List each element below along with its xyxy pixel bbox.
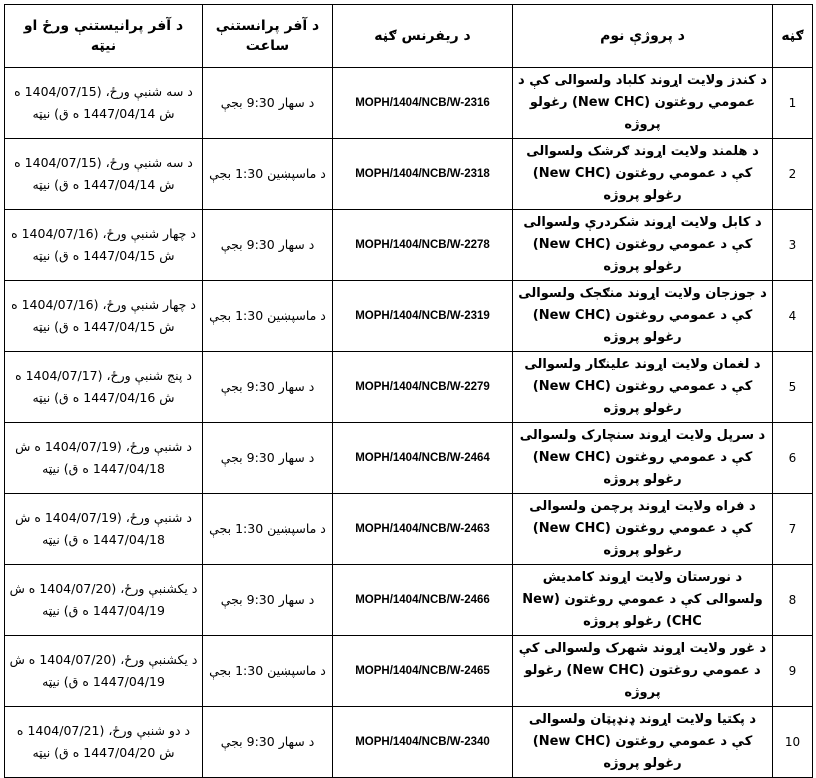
row-number: 8 [773, 565, 813, 636]
header-opening-time: د آفر پرانستنې ساعت [203, 5, 333, 68]
row-number: 10 [773, 707, 813, 778]
header-number: ګڼه [773, 5, 813, 68]
header-opening-date: د آفر پرانیستنې ورځ او نیټه [5, 5, 203, 68]
table-row [5, 565, 813, 636]
header-reference-number: د ریفرنس ګڼه [333, 5, 513, 68]
opening-date: د دو شنبې ورځ، (1404/07/21 ه ش 1447/04/20 ه ق) نیټه [5, 707, 203, 778]
opening-date: د شنبې ورځ، (1404/07/19 ه ش 1447/04/18 ه ق) نیټه [5, 423, 203, 494]
row-number: 2 [773, 139, 813, 210]
table-row [5, 281, 813, 352]
row-number: 3 [773, 210, 813, 281]
opening-date: د چهار شنبې ورځ، (1404/07/16 ه ش 1447/04/15 ه ق) نیټه [5, 281, 203, 352]
project-name: د نورستان ولایت اړوند کامدیش ولسوالی کې د عمومي روغتون (New CHC) رغولو پروژه [513, 565, 773, 636]
opening-time: د ماسپښین 1:30 بجې [203, 281, 333, 352]
opening-time: د سهار 9:30 بجې [203, 68, 333, 139]
opening-time: د سهار 9:30 بجې [203, 423, 333, 494]
reference-number: MOPH/1404/NCB/W-2340 [333, 707, 513, 778]
project-name: د پکتیا ولایت اړوند ډنډپټان ولسوالی کې د عمومي روغتون (New CHC) رغولو پروژه [513, 707, 773, 778]
row-number: 7 [773, 494, 813, 565]
reference-number: MOPH/1404/NCB/W-2463 [333, 494, 513, 565]
table-row [5, 636, 813, 707]
opening-date: د سه شنبې ورځ، (1404/07/15 ه ش 1447/04/14 ه ق) نیټه [5, 68, 203, 139]
project-name: د فراه ولایت اړوند پرچمن ولسوالی کې د عمومي روغتون (New CHC) رغولو پروژه [513, 494, 773, 565]
row-number: 1 [773, 68, 813, 139]
opening-date: د یکشنبې ورځ، (1404/07/20 ه ش 1447/04/19 ه ق) نیټه [5, 636, 203, 707]
opening-time: د ماسپښین 1:30 بجې [203, 636, 333, 707]
reference-number: MOPH/1404/NCB/W-2466 [333, 565, 513, 636]
project-name: د سرپل ولایت اړوند سنچارک ولسوالی کې د عمومي روغتون (New CHC) رغولو پروژه [513, 423, 773, 494]
table-row [5, 423, 813, 494]
row-number: 5 [773, 352, 813, 423]
project-name: د کابل ولایت اړوند شکردرې ولسوالی کې د عمومي روغتون (New CHC) رغولو پروژه [513, 210, 773, 281]
reference-number: MOPH/1404/NCB/W-2278 [333, 210, 513, 281]
table-row [5, 210, 813, 281]
project-name: د لغمان ولایت اړوند علینګار ولسوالی کې د عمومي روغتون (New CHC) رغولو پروژه [513, 352, 773, 423]
project-name: د جوزجان ولایت اړوند منګجک ولسوالی کې د عمومي روغتون (New CHC) رغولو پروژه [513, 281, 773, 352]
reference-number: MOPH/1404/NCB/W-2316 [333, 68, 513, 139]
opening-date: د پنج شنبې ورځ، (1404/07/17 ه ش 1447/04/16 ه ق) نیټه [5, 352, 203, 423]
header-row [5, 5, 813, 68]
row-number: 9 [773, 636, 813, 707]
project-name: د هلمند ولایت اړوند ګرشک ولسوالی کې د عمومي روغتون (New CHC) رغولو پروژه [513, 139, 773, 210]
opening-time: د سهار 9:30 بجې [203, 210, 333, 281]
table-row [5, 707, 813, 778]
procurement-schedule-table [4, 4, 813, 778]
header-project-name: د پروژې نوم [513, 5, 773, 68]
opening-time: د سهار 9:30 بجې [203, 565, 333, 636]
opening-time: د ماسپښین 1:30 بجې [203, 494, 333, 565]
table-row [5, 352, 813, 423]
opening-time: د سهار 9:30 بجې [203, 707, 333, 778]
project-name: د غور ولایت اړوند شهرک ولسوالی کې د عمومي روغتون (New CHC) رغولو پروژه [513, 636, 773, 707]
opening-time: د ماسپښین 1:30 بجې [203, 139, 333, 210]
opening-date: د یکشنبې ورځ، (1404/07/20 ه ش 1447/04/19 ه ق) نیټه [5, 565, 203, 636]
reference-number: MOPH/1404/NCB/W-2279 [333, 352, 513, 423]
reference-number: MOPH/1404/NCB/W-2464 [333, 423, 513, 494]
row-number: 6 [773, 423, 813, 494]
row-number: 4 [773, 281, 813, 352]
table-row [5, 139, 813, 210]
opening-date: د چهار شنبې ورځ، (1404/07/16 ه ش 1447/04/15 ه ق) نیټه [5, 210, 203, 281]
opening-date: د سه شنبې ورځ، (1404/07/15 ه ش 1447/04/14 ه ق) نیټه [5, 139, 203, 210]
table-row [5, 68, 813, 139]
reference-number: MOPH/1404/NCB/W-2319 [333, 281, 513, 352]
reference-number: MOPH/1404/NCB/W-2318 [333, 139, 513, 210]
project-name: د کندز ولایت اړوند کلباد ولسوالی کې د عمومي روغتون (New CHC) رغولو پروژه [513, 68, 773, 139]
opening-time: د سهار 9:30 بجې [203, 352, 333, 423]
opening-date: د شنبې ورځ، (1404/07/19 ه ش 1447/04/18 ه ق) نیټه [5, 494, 203, 565]
table-row [5, 494, 813, 565]
reference-number: MOPH/1404/NCB/W-2465 [333, 636, 513, 707]
